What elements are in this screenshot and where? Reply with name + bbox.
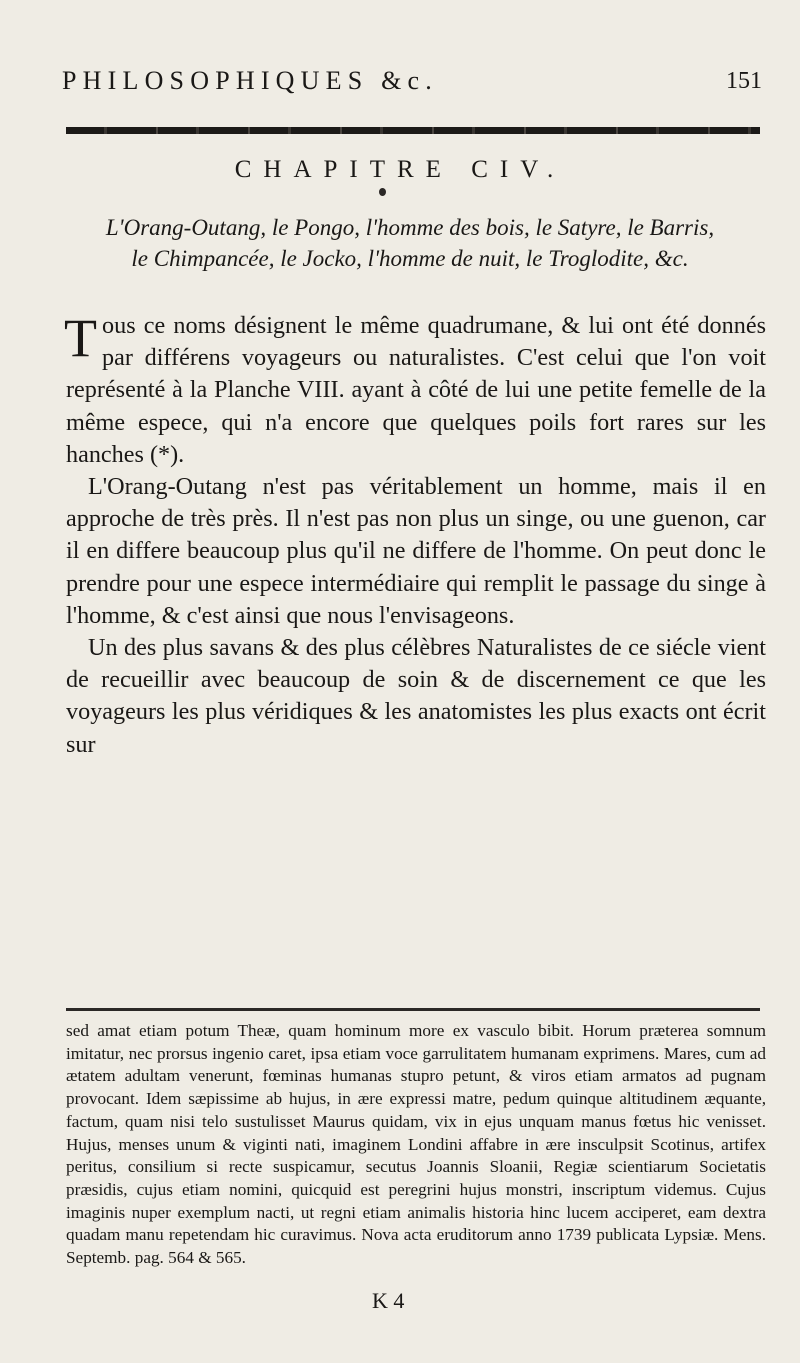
ornament-dot	[379, 188, 386, 196]
ornamental-rule	[66, 127, 760, 134]
paragraph-1	[66, 310, 766, 471]
signature-mark: K 4	[372, 1288, 405, 1313]
footnote	[66, 1020, 766, 1270]
drop-cap: T	[64, 308, 97, 368]
page-number: 151	[726, 68, 762, 94]
running-title: PHILOSOPHIQUES &c.	[62, 66, 438, 95]
body-text	[66, 310, 766, 761]
paragraph-2: L'Orang-Outang n'est pas véritablement un homme, mais il en approche de très près. Il n'est pas non plus un singe, ou une guenon, car il en differe beaucoup plus qu'il ne differe de l'homme. On peut donc le prendre pour une espece intermédiaire qui remplit le passage du singe à l'homme, & c'est ainsi que nous l'envisageons.	[66, 473, 766, 629]
paragraph-3: Un des plus savans & des plus célèbres Naturalistes de ce siécle vient de recueillir avec beaucoup de soin & de discernement ce que les voyageurs les plus véridiques & les anatomistes les plus exacts ont écrit sur	[66, 634, 766, 758]
chapter-heading: CHAPITRE CIV.	[234, 156, 566, 183]
paragraph-1-text: ous ce noms désignent le même quadrumane, & lui ont été donnés par différens voyageurs ou naturalistes. C'est celui que l'on voit représenté à la Planche VIII. ayant à côté de lui une petite femelle de la même espece, qui n'a encore que quelques poils fort rares sur les hanches (*).	[66, 312, 766, 468]
footnote-text: sed amat etiam potum Theæ, quam hominum more ex vasculo bibit. Horum præterea somnum imitatur, nec prorsus ingenio caret, ipsa etiam voce garrulitatem humanam exprimens. Mares, cum ad ætatem adultam venerunt, fœminas humanas stupro petunt, & viros etiam armatos ad pugnam provocant. Idem sæpissime ab hujus, in ære expressi matre, pedum quinque altitudinem æquante, factum, quam nisi telo sustulisset Maurus quidam, vix in ejus unquam manus fœtus hic venisset. Hujus, menses unum & viginti nati, imaginem Londini affabre in ære insculpsit Scotinus, artifex peritus, consilium si recte suspicamur, secutus Joannis Sloanii, Regiæ scientiarum Societatis præsidis, cujus etiam nomini, quicquid est peregrini hujus monstri, inscriptum videmus. Cujus imaginis nuper exemplum nacti, ut regni etiam animalis historia hinc lucem acciperet, eam dextra quadam manu repetendam hic curavimus. Nova acta eruditorum anno 1739 publicata Lypsiæ. Mens. Septemb. pag. 564 & 565.	[66, 1021, 766, 1268]
running-head	[62, 66, 762, 98]
footnote-rule	[66, 1008, 760, 1011]
chapter-summary: L'Orang-Outang, le Pongo, l'homme des bois, le Satyre, le Barris, le Chimpancée, le Jocko, l'homme de nuit, le Troglodite, &c.	[105, 215, 715, 271]
